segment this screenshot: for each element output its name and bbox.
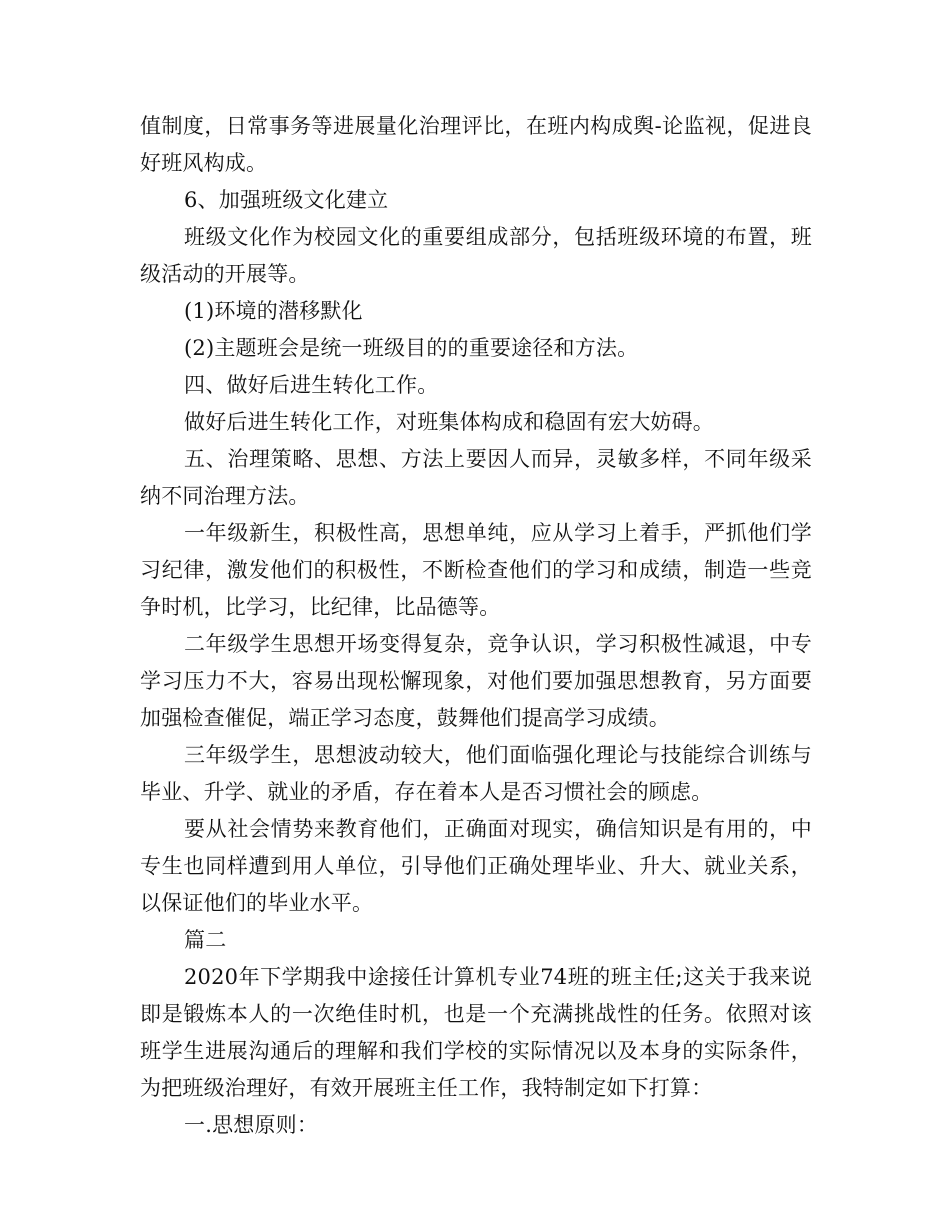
- paragraph-item-environment: (1)环境的潜移默化: [184, 299, 363, 323]
- paragraph-item-theme-meeting: (2)主题班会是统一班级目的的重要途径和方法。: [184, 336, 639, 360]
- paragraph-heading-section-five: 五、治理策略、思想、方法上要因人而异，灵敏多样，不同年级采纳不同治理方法。: [140, 447, 812, 508]
- paragraph-heading-class-culture: 6、加强班级文化建立: [184, 188, 389, 212]
- paragraph-part-two-heading: 篇二: [184, 928, 227, 952]
- document-body: [140, 108, 812, 1144]
- paragraph-heading-thought-principle: 一.思想原则：: [184, 1113, 319, 1137]
- paragraph-part-two-intro: 2020年下学期我中途接任计算机专业74班的班主任;这关于我来说即是锻炼本人的一次绝佳时机，也是一个充满挑战性的任务。依照对该班学生进展沟通后的理解和我们学校的实际情况以及本身的实际条件，为把班级治理好，有效开展班主任工作，我特制定如下打算：: [140, 965, 812, 1100]
- paragraph-grade-three: 三年级学生，思想波动较大，他们面临强化理论与技能综合训练与毕业、升学、就业的矛盾，存在着本人是否习惯社会的顾虑。: [140, 743, 812, 804]
- paragraph-grade-two: 二年级学生思想开场变得复杂，竞争认识，学习积极性减退，中专学习压力不大，容易出现松懈现象，对他们要加强思想教育，另方面要加强检查催促，端正学习态度，鼓舞他们提高学习成绩。: [140, 632, 812, 730]
- paragraph-heading-section-four: 四、做好后进生转化工作。: [184, 373, 439, 397]
- paragraph-grade-one: 一年级新生，积极性高，思想单纯，应从学习上着手，严抓他们学习纪律，激发他们的积极性，不断检查他们的学习和成绩，制造一些竞争时机，比学习，比纪律，比品德等。: [140, 521, 812, 619]
- paragraph-class-culture: 班级文化作为校园文化的重要组成部分，包括班级环境的布置，班级活动的开展等。: [140, 225, 812, 286]
- paragraph-section-four: 做好后进生转化工作，对班集体构成和稳固有宏大妨碍。: [184, 410, 714, 434]
- paragraph-social-education: 要从社会情势来教育他们，正确面对现实，确信知识是有用的，中专生也同样遭到用人单位，引导他们正确处理毕业、升大、就业关系，以保证他们的毕业水平。: [140, 817, 812, 915]
- paragraph-continuation: 值制度，日常事务等进展量化治理评比，在班内构成舆-论监视，促进良好班风构成。: [140, 114, 812, 175]
